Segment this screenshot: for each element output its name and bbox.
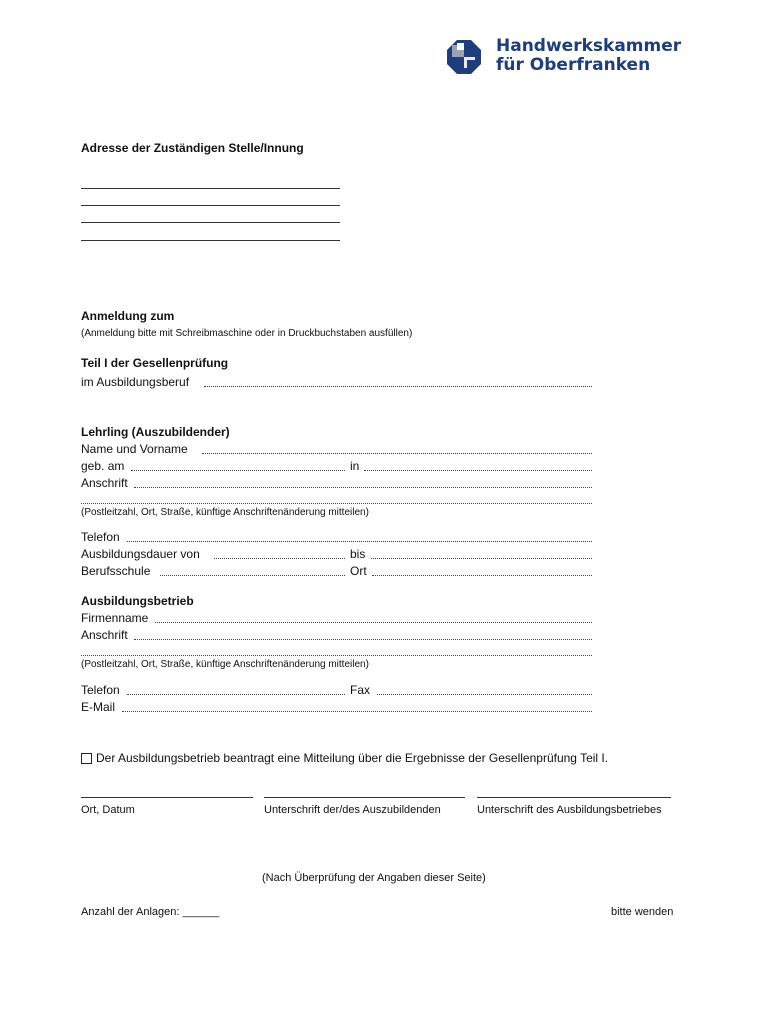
address-line-1[interactable] xyxy=(81,188,340,189)
turn-page-note: bitte wenden xyxy=(611,906,674,918)
beruf-label: im Ausbildungsberuf xyxy=(81,375,190,389)
apprentice-in-label: in xyxy=(350,459,360,473)
apprentice-address-hint: (Postleitzahl, Ort, Straße, künftige Anschriftenänderung mitteilen) xyxy=(81,507,369,518)
apprentice-title: Lehrling (Auszubildender) xyxy=(81,425,230,439)
school-place-label: Ort xyxy=(350,564,367,578)
org-name-line1: Handwerkskammer xyxy=(496,36,682,56)
company-signature-line[interactable] xyxy=(477,797,671,798)
company-address-field-2[interactable] xyxy=(81,655,592,656)
company-signature-label: Unterschrift des Ausbildungsbetriebes xyxy=(477,804,662,816)
company-title: Ausbildungsbetrieb xyxy=(81,594,194,608)
apprentice-born-label: geb. am xyxy=(81,459,125,473)
apprentice-address-field[interactable] xyxy=(134,487,592,488)
address-line-4[interactable] xyxy=(81,240,340,241)
company-name-field[interactable] xyxy=(155,622,592,623)
notification-checkbox[interactable] xyxy=(81,753,92,764)
duration-to-field[interactable] xyxy=(371,558,592,559)
logo xyxy=(447,40,481,79)
apprentice-born-field[interactable] xyxy=(131,470,345,471)
address-line-3[interactable] xyxy=(81,222,340,223)
duration-label: Ausbildungsdauer von xyxy=(81,547,200,561)
apprentice-signature-line[interactable] xyxy=(264,797,465,798)
place-date-label: Ort, Datum xyxy=(81,804,135,816)
check-note: (Nach Überprüfung der Angaben dieser Seite) xyxy=(262,872,486,884)
company-fax-field[interactable] xyxy=(377,694,592,695)
apprentice-phone-field[interactable] xyxy=(127,541,592,542)
address-title: Adresse der Zuständigen Stelle/Innung xyxy=(81,141,304,155)
notification-label: Der Ausbildungsbetrieb beantragt eine Mitteilung über die Ergebnisse der Gesellenprüfung Teil I. xyxy=(96,751,609,765)
apprentice-birthplace-field[interactable] xyxy=(364,470,592,471)
company-address-label: Anschrift xyxy=(81,628,128,642)
address-line-2[interactable] xyxy=(81,205,340,206)
company-email-label: E-Mail xyxy=(81,700,116,714)
handwerkskammer-logo-icon xyxy=(447,40,481,74)
beruf-field[interactable] xyxy=(204,386,592,387)
company-name-label: Firmenname xyxy=(81,611,149,625)
company-phone-label: Telefon xyxy=(81,683,120,697)
apprentice-name-field[interactable] xyxy=(202,453,592,454)
company-address-field[interactable] xyxy=(134,639,592,640)
duration-to-label: bis xyxy=(350,547,366,561)
registration-title: Anmeldung zum xyxy=(81,309,175,323)
org-name-line2: für Oberfranken xyxy=(496,55,651,75)
place-date-signature-line[interactable] xyxy=(81,797,253,798)
company-fax-label: Fax xyxy=(350,683,371,697)
company-email-field[interactable] xyxy=(122,711,592,712)
apprentice-signature-label: Unterschrift der/des Auszubildenden xyxy=(264,804,441,816)
registration-hint: (Anmeldung bitte mit Schreibmaschine oder in Druckbuchstaben ausfüllen) xyxy=(81,328,413,339)
company-address-hint: (Postleitzahl, Ort, Straße, künftige Anschriftenänderung mitteilen) xyxy=(81,659,369,670)
apprentice-name-label: Name und Vorname xyxy=(81,442,188,456)
school-place-field[interactable] xyxy=(372,575,592,576)
apprentice-address-label: Anschrift xyxy=(81,476,128,490)
duration-from-field[interactable] xyxy=(214,558,345,559)
apprentice-address-field-2[interactable] xyxy=(81,503,592,504)
exam-title: Teil I der Gesellenprüfung xyxy=(81,356,229,370)
school-field[interactable] xyxy=(160,575,345,576)
company-phone-field[interactable] xyxy=(127,694,345,695)
apprentice-phone-label: Telefon xyxy=(81,530,120,544)
school-label: Berufsschule xyxy=(81,564,151,578)
attachments-label: Anzahl der Anlagen: ______ xyxy=(81,906,220,918)
